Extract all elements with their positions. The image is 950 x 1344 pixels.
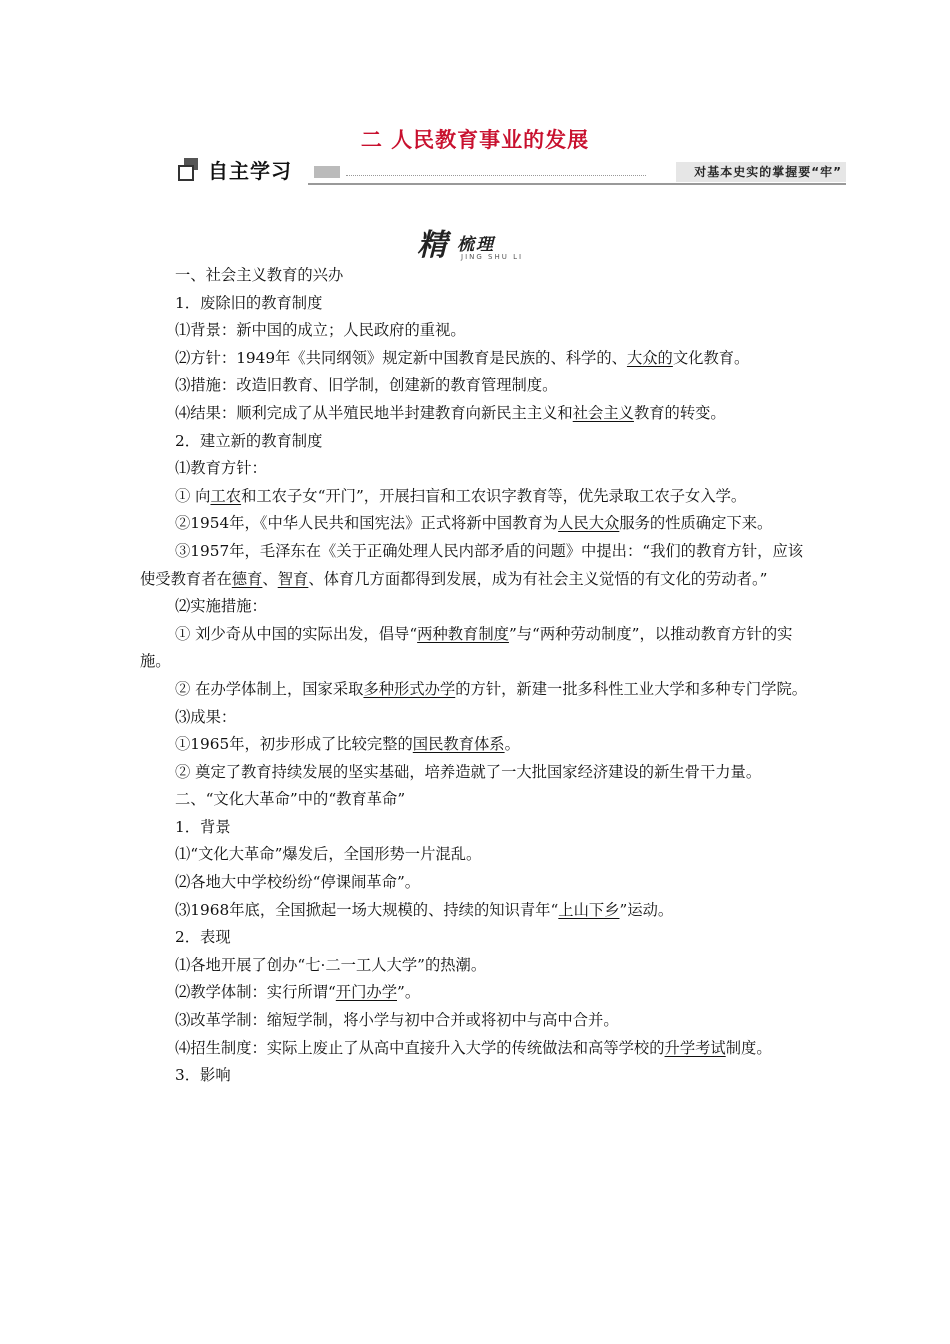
text-segment: ⑶1968年底，全国掀起一场大规模的、持续的知识青年“ (175, 900, 559, 919)
section-heading (140, 262, 810, 290)
text-segment: 1．废除旧的教育制度 (175, 293, 323, 312)
text-segment: ①1965年，初步形成了比较完整的 (175, 735, 413, 754)
text-segment: 1．背景 (175, 817, 231, 836)
text-segment: 2．表现 (175, 928, 231, 947)
text-paragraph (140, 676, 810, 704)
text-segment: ⑶措施：改造旧教育、旧学制，创建新的教育管理制度。 (175, 376, 558, 395)
logo-pinyin: JING SHU LI (461, 253, 524, 261)
underlined-answer: 两种教育制度 (417, 624, 509, 643)
jingshuli-logo (395, 224, 545, 263)
subsection-heading (140, 1062, 810, 1090)
text-segment: 、体育几方面都得到发展，成为有社会主义觉悟的有文化的劳动者。” (308, 569, 768, 588)
banner-label: 自主学习 (208, 159, 292, 183)
text-segment: ⑵教学体制：实行所谓“ (175, 983, 336, 1002)
text-segment: ⑵方针：1949年《共同纲领》规定新中国教育是民族的、科学的、 (175, 348, 627, 367)
text-line (140, 1007, 810, 1035)
underlined-answer: 智育 (277, 569, 309, 588)
text-segment: ⑶成果： (175, 707, 237, 726)
subsection-heading (140, 924, 810, 952)
text-segment: 3．影响 (175, 1066, 231, 1085)
text-paragraph (140, 1035, 810, 1063)
subsection-heading (140, 290, 810, 318)
text-segment: 和工农子女“开门”，开展扫盲和工农识字教育等，优先录取工农子女入学。 (241, 486, 747, 505)
text-segment: ”与“两种劳动制度”，以推动教育方针的实施。 (140, 624, 793, 671)
text-line (140, 759, 810, 787)
text-segment: ”。 (397, 983, 421, 1002)
underlined-answer: 国民教育体系 (412, 735, 505, 754)
banner-rule (308, 183, 846, 185)
text-segment: ⑵各地大中学校纷纷“停课闹革命”。 (175, 873, 421, 892)
text-segment: ⑴教育方针： (175, 459, 267, 478)
underlined-answer: 上山下乡 (558, 900, 620, 919)
text-segment: 2．建立新的教育制度 (175, 431, 323, 450)
text-segment: 文化教育。 (672, 348, 750, 367)
underlined-answer: 大众的 (626, 348, 673, 367)
logo-big-char: 精 (417, 228, 447, 263)
text-segment: ⑵实施措施： (175, 597, 267, 616)
text-segment: 教育的转变。 (633, 403, 726, 422)
text-segment: ⑷结果：顺利完成了从半殖民地半封建教育向新民主主义和 (175, 403, 573, 422)
text-line (140, 483, 810, 511)
text-segment: ⑶改革学制：缩短学制，将小学与初中合并或将初中与高中合并。 (175, 1011, 619, 1030)
text-segment: 制度。 (725, 1038, 772, 1057)
text-segment: ②1954年，《中华人民共和国宪法》正式将新中国教育为 (175, 514, 559, 533)
text-segment: ⑷招生制度：实际上废止了从高中直接升入大学的传统做法和高等学校的 (175, 1038, 665, 1057)
text-segment: 一、社会主义教育的兴办 (175, 266, 344, 284)
text-line (140, 841, 810, 869)
underlined-answer: 工农 (210, 486, 242, 505)
text-segment: 二、“文化大革命”中的“教育革命” (175, 790, 406, 809)
subsection-heading (140, 428, 810, 456)
underlined-answer: 升学考试 (664, 1038, 726, 1057)
text-segment: ⑴“文化大革命”爆发后，全国形势一片混乱。 (175, 845, 482, 864)
banner-right-text: 对基本史实的掌握要“牢” (676, 162, 846, 182)
text-paragraph (140, 510, 810, 538)
text-line (140, 372, 810, 400)
underlined-answer: 社会主义 (572, 403, 634, 422)
text-segment: ② 在办学体制上，国家采取 (175, 679, 364, 698)
underlined-answer: 开门办学 (335, 983, 397, 1002)
text-line (140, 869, 810, 897)
text-segment: ③1957年，毛泽东在《关于正确处理人民内部矛盾的问题》中提出：“我们的教育方针，应该使受教育者在 (140, 541, 804, 588)
text-segment: 。 (504, 735, 520, 754)
text-line (140, 400, 810, 428)
underlined-answer: 德育 (231, 569, 263, 588)
section-banner (178, 158, 846, 186)
text-line (140, 317, 810, 345)
content-body (140, 262, 810, 1090)
text-paragraph (140, 621, 810, 676)
text-line (140, 897, 810, 925)
subsection-heading (140, 814, 810, 842)
page-title: 二 人民教育事业的发展 (360, 128, 590, 152)
text-line (140, 345, 810, 373)
text-line (140, 952, 810, 980)
text-segment: ⑴各地开展了创办“七·二一工人大学”的热潮。 (175, 955, 487, 974)
text-line (140, 455, 810, 483)
banner-dotted-line (346, 175, 646, 176)
banner-square-icon (178, 165, 194, 181)
text-segment: 、 (262, 569, 278, 588)
underlined-answer: 人民大众 (558, 514, 620, 533)
text-segment: 的方针，新建一批多科性工业大学和多种专门学院。 (455, 679, 808, 698)
text-line (140, 704, 810, 732)
text-line (140, 731, 810, 759)
text-segment: ① 刘少奇从中国的实际出发，倡导“ (175, 624, 418, 643)
text-line (140, 593, 810, 621)
text-segment: ② 奠定了教育持续发展的坚实基础，培养造就了一大批国家经济建设的新生骨干力量。 (175, 762, 762, 781)
section-heading (140, 786, 810, 814)
text-segment: 服务的性质确定下来。 (619, 514, 773, 533)
text-segment: ① 向 (175, 486, 211, 505)
text-segment: ⑴背景：新中国的成立；人民政府的重视。 (175, 321, 466, 340)
text-line (140, 979, 810, 1007)
text-paragraph (140, 538, 810, 593)
logo-rest-text: 梳理 (457, 235, 495, 255)
underlined-answer: 多种形式办学 (363, 679, 456, 698)
banner-grey-block (314, 166, 340, 178)
text-segment: ”运动。 (619, 900, 674, 919)
